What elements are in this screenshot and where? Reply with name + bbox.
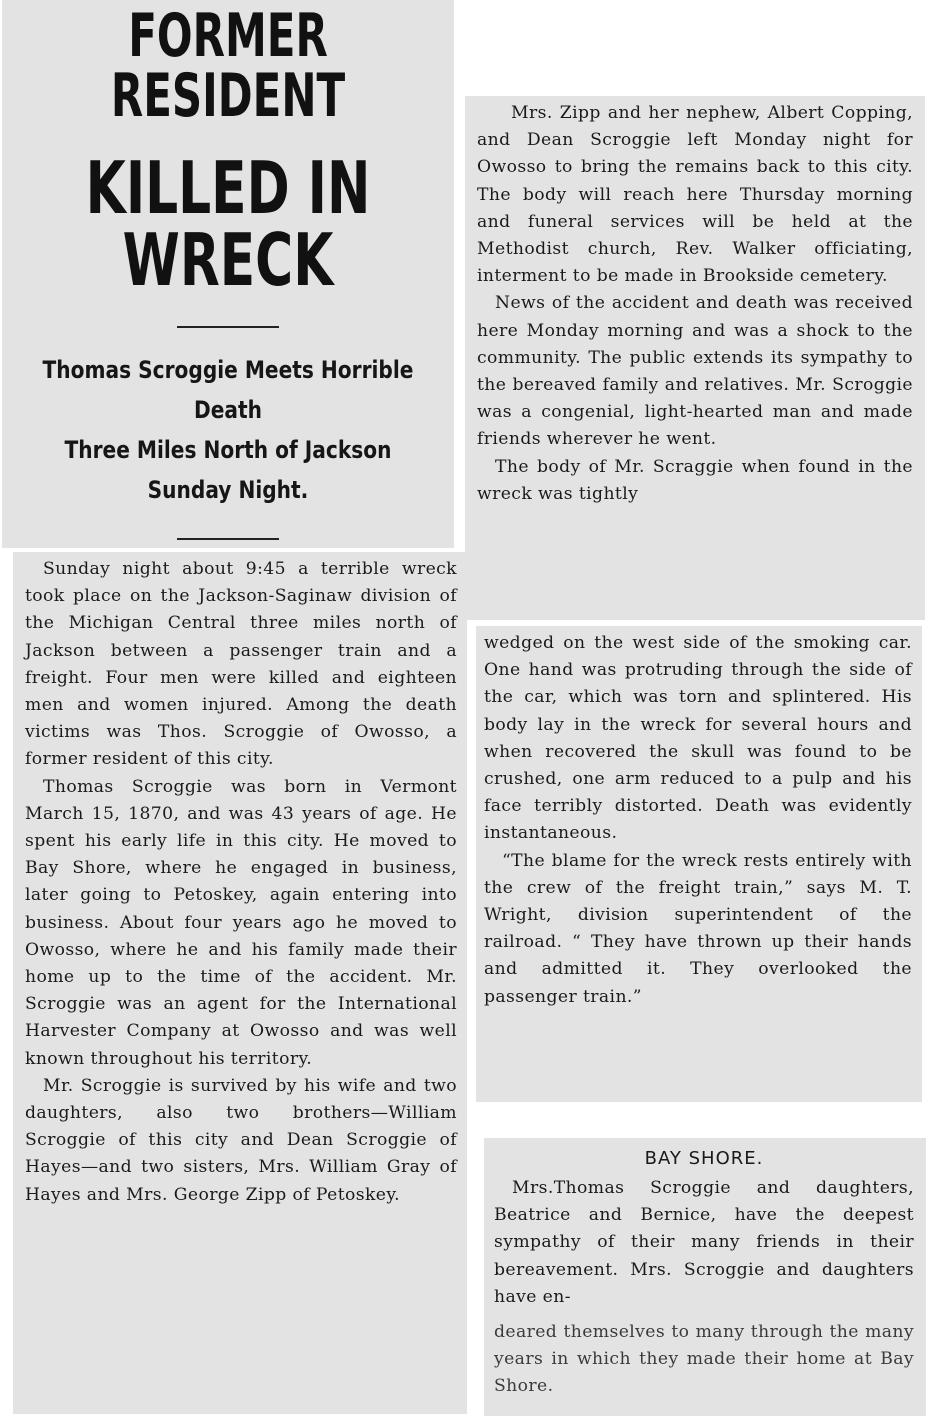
paragraph: Mrs.Thomas Scroggie and daughters, Beatrice and Bernice, have the deepest sympathy of their many friends in their bereavement. Mrs. Scroggie and daughters have en- [494,1178,914,1307]
column-2-continued [476,626,922,1102]
deck-1-line: Sunday Night. [147,476,309,504]
paragraph: Thomas Scroggie was born in Vermont March 15, 1870, and was 43 years of age. He spent his early life in this city. He moved to Bay Shore, where he engaged in business, later going to Petoskey, again entering into business. About four years ago he moved to Owosso, where he and his family made their home up to the time of the accident. Mr. Scroggie was an agent for the International Harvester Company at Owosso and was well known throughout his territory. [25,776,457,1069]
paragraph: Mrs. Zipp and her nephew, Albert Copping, and Dean Scroggie left Monday night for Owosso to bring the remains back to this city. The body will reach here Thursday morning and funeral services will be held at the Methodist church, Rev. Walker officiating, interment to be made in Brookside cemetery. [477,103,913,287]
rule-1 [177,326,279,328]
paragraph: Sunday night about 9:45 a terrible wreck took place on the Jackson-Saginaw division of the Michigan Central three miles north of Jackson between a passenger train and a freight. Four men were killed and eighteen men and women injured. Among the death victims was Thos. Scroggie of Owosso, a former resident of this city. [25,559,457,770]
headline-line-1: FORMER RESIDENT [110,1,346,131]
deck-1 [38,350,418,510]
paragraph: The body of Mr. Scraggie when found in the wreck was tightly [477,456,913,504]
paragraph: “The blame for the wreck rests entirely with the crew of the freight train,” says M. T. Wright, division superintendent of the railroad. “ They have thrown up their hands and admitted it. They overlooked the passenger train.” [484,850,912,1007]
headline-line-2: KILLED IN WRECK [85,146,371,302]
paragraph: wedged on the west side of the smoking car. One hand was protruding through the side of the car, which was torn and splintered. His body lay in the wreck for several hours and when recovered the skull was found to be crushed, one arm reduced to a pulp and his face terribly distorted. Death was evidently instantaneous. [484,633,912,844]
column-1 [13,552,467,1414]
paragraph: News of the accident and death was received here Monday morning and was a shock to the community. The public extends its sympathy to the bereaved family and relatives. Mr. Scroggie was a congenial, light-hearted man and made friends wherever he went. [477,293,913,450]
paragraph: deared themselves to many through the many years in which they made their home at Bay Shore. [494,1322,914,1397]
bay-shore-heading: BAY SHORE. [644,1148,764,1169]
rule-2 [177,538,279,540]
deck-1-line: Thomas Scroggie Meets Horrible Death [42,356,414,424]
headline-clipping [2,0,454,548]
paragraph: Mr. Scroggie is survived by his wife and two daughters, also two brothers—William Scroggie of this city and Dean Scroggie of Hayes—and two sisters, Mrs. William Gray of Hayes and Mrs. George Zipp of Petoskey. [25,1075,457,1205]
bay-shore-clipping [484,1138,926,1416]
column-2 [465,96,925,620]
deck-1-line: Three Miles North of Jackson [64,436,392,464]
